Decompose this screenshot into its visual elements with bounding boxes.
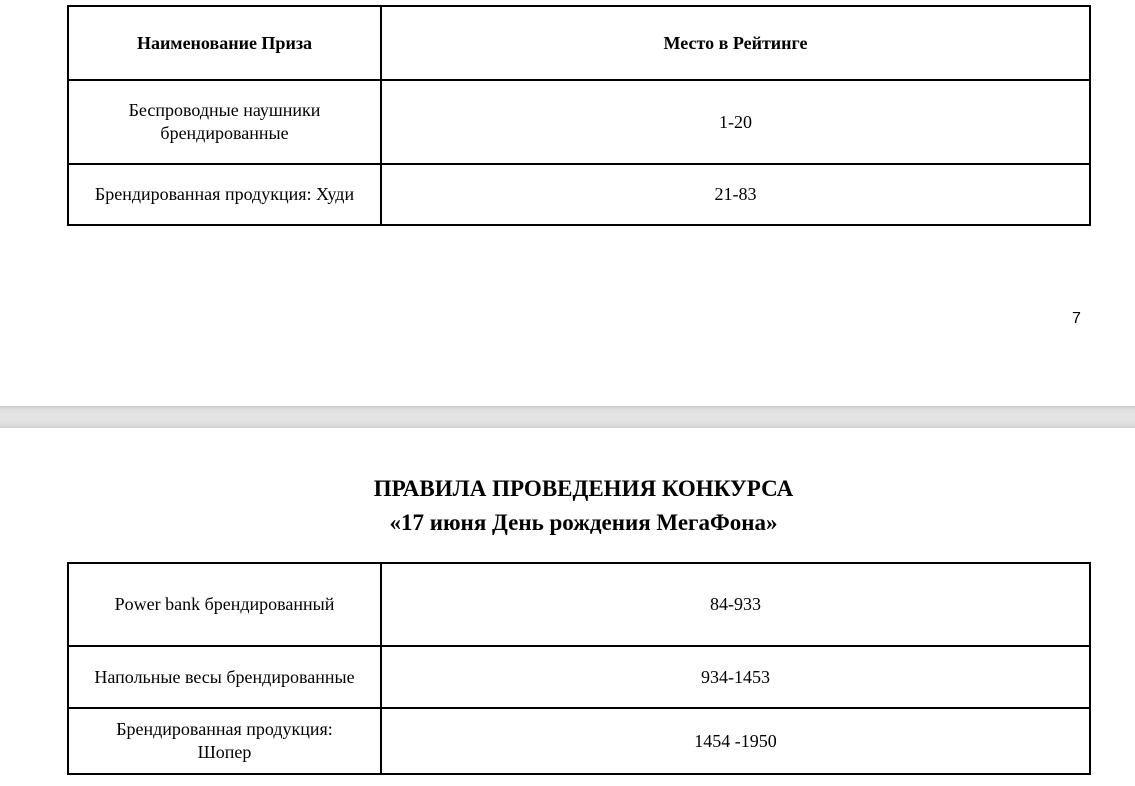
place-cell: 84-933 xyxy=(381,563,1090,646)
place-cell: 1-20 xyxy=(381,80,1090,164)
header-prize-name: Наименование Приза xyxy=(68,6,381,80)
table-row xyxy=(68,80,1090,164)
prize-name-cell: Power bank брендированный xyxy=(68,563,381,646)
header-rating-place: Место в Рейтинге xyxy=(381,6,1090,80)
title-line-2: «17 июня День рождения МегаФона» xyxy=(389,510,778,535)
prize-name-cell: Брендированная продукция: Шопер xyxy=(68,708,381,774)
prize-table-bottom xyxy=(67,562,1091,775)
place-cell: 21-83 xyxy=(381,164,1090,225)
page-number: 7 xyxy=(1072,310,1081,327)
place-cell: 934-1453 xyxy=(381,646,1090,708)
table-row xyxy=(68,164,1090,225)
table-row xyxy=(68,646,1090,708)
prize-table-top xyxy=(67,5,1091,226)
page-separator xyxy=(0,406,1135,428)
place-cell: 1454 -1950 xyxy=(381,708,1090,774)
prize-name-cell: Беспроводные наушники брендированные xyxy=(68,80,381,164)
table-row xyxy=(68,708,1090,774)
table-header-row xyxy=(68,6,1090,80)
table-row xyxy=(68,563,1090,646)
prize-name-cell: Напольные весы брендированные xyxy=(68,646,381,708)
document-page-bottom xyxy=(0,428,1135,786)
document-title xyxy=(0,472,1135,540)
title-line-1: ПРАВИЛА ПРОВЕДЕНИЯ КОНКУРСА xyxy=(373,476,794,501)
prize-name-cell: Брендированная продукция: Худи xyxy=(68,164,381,225)
